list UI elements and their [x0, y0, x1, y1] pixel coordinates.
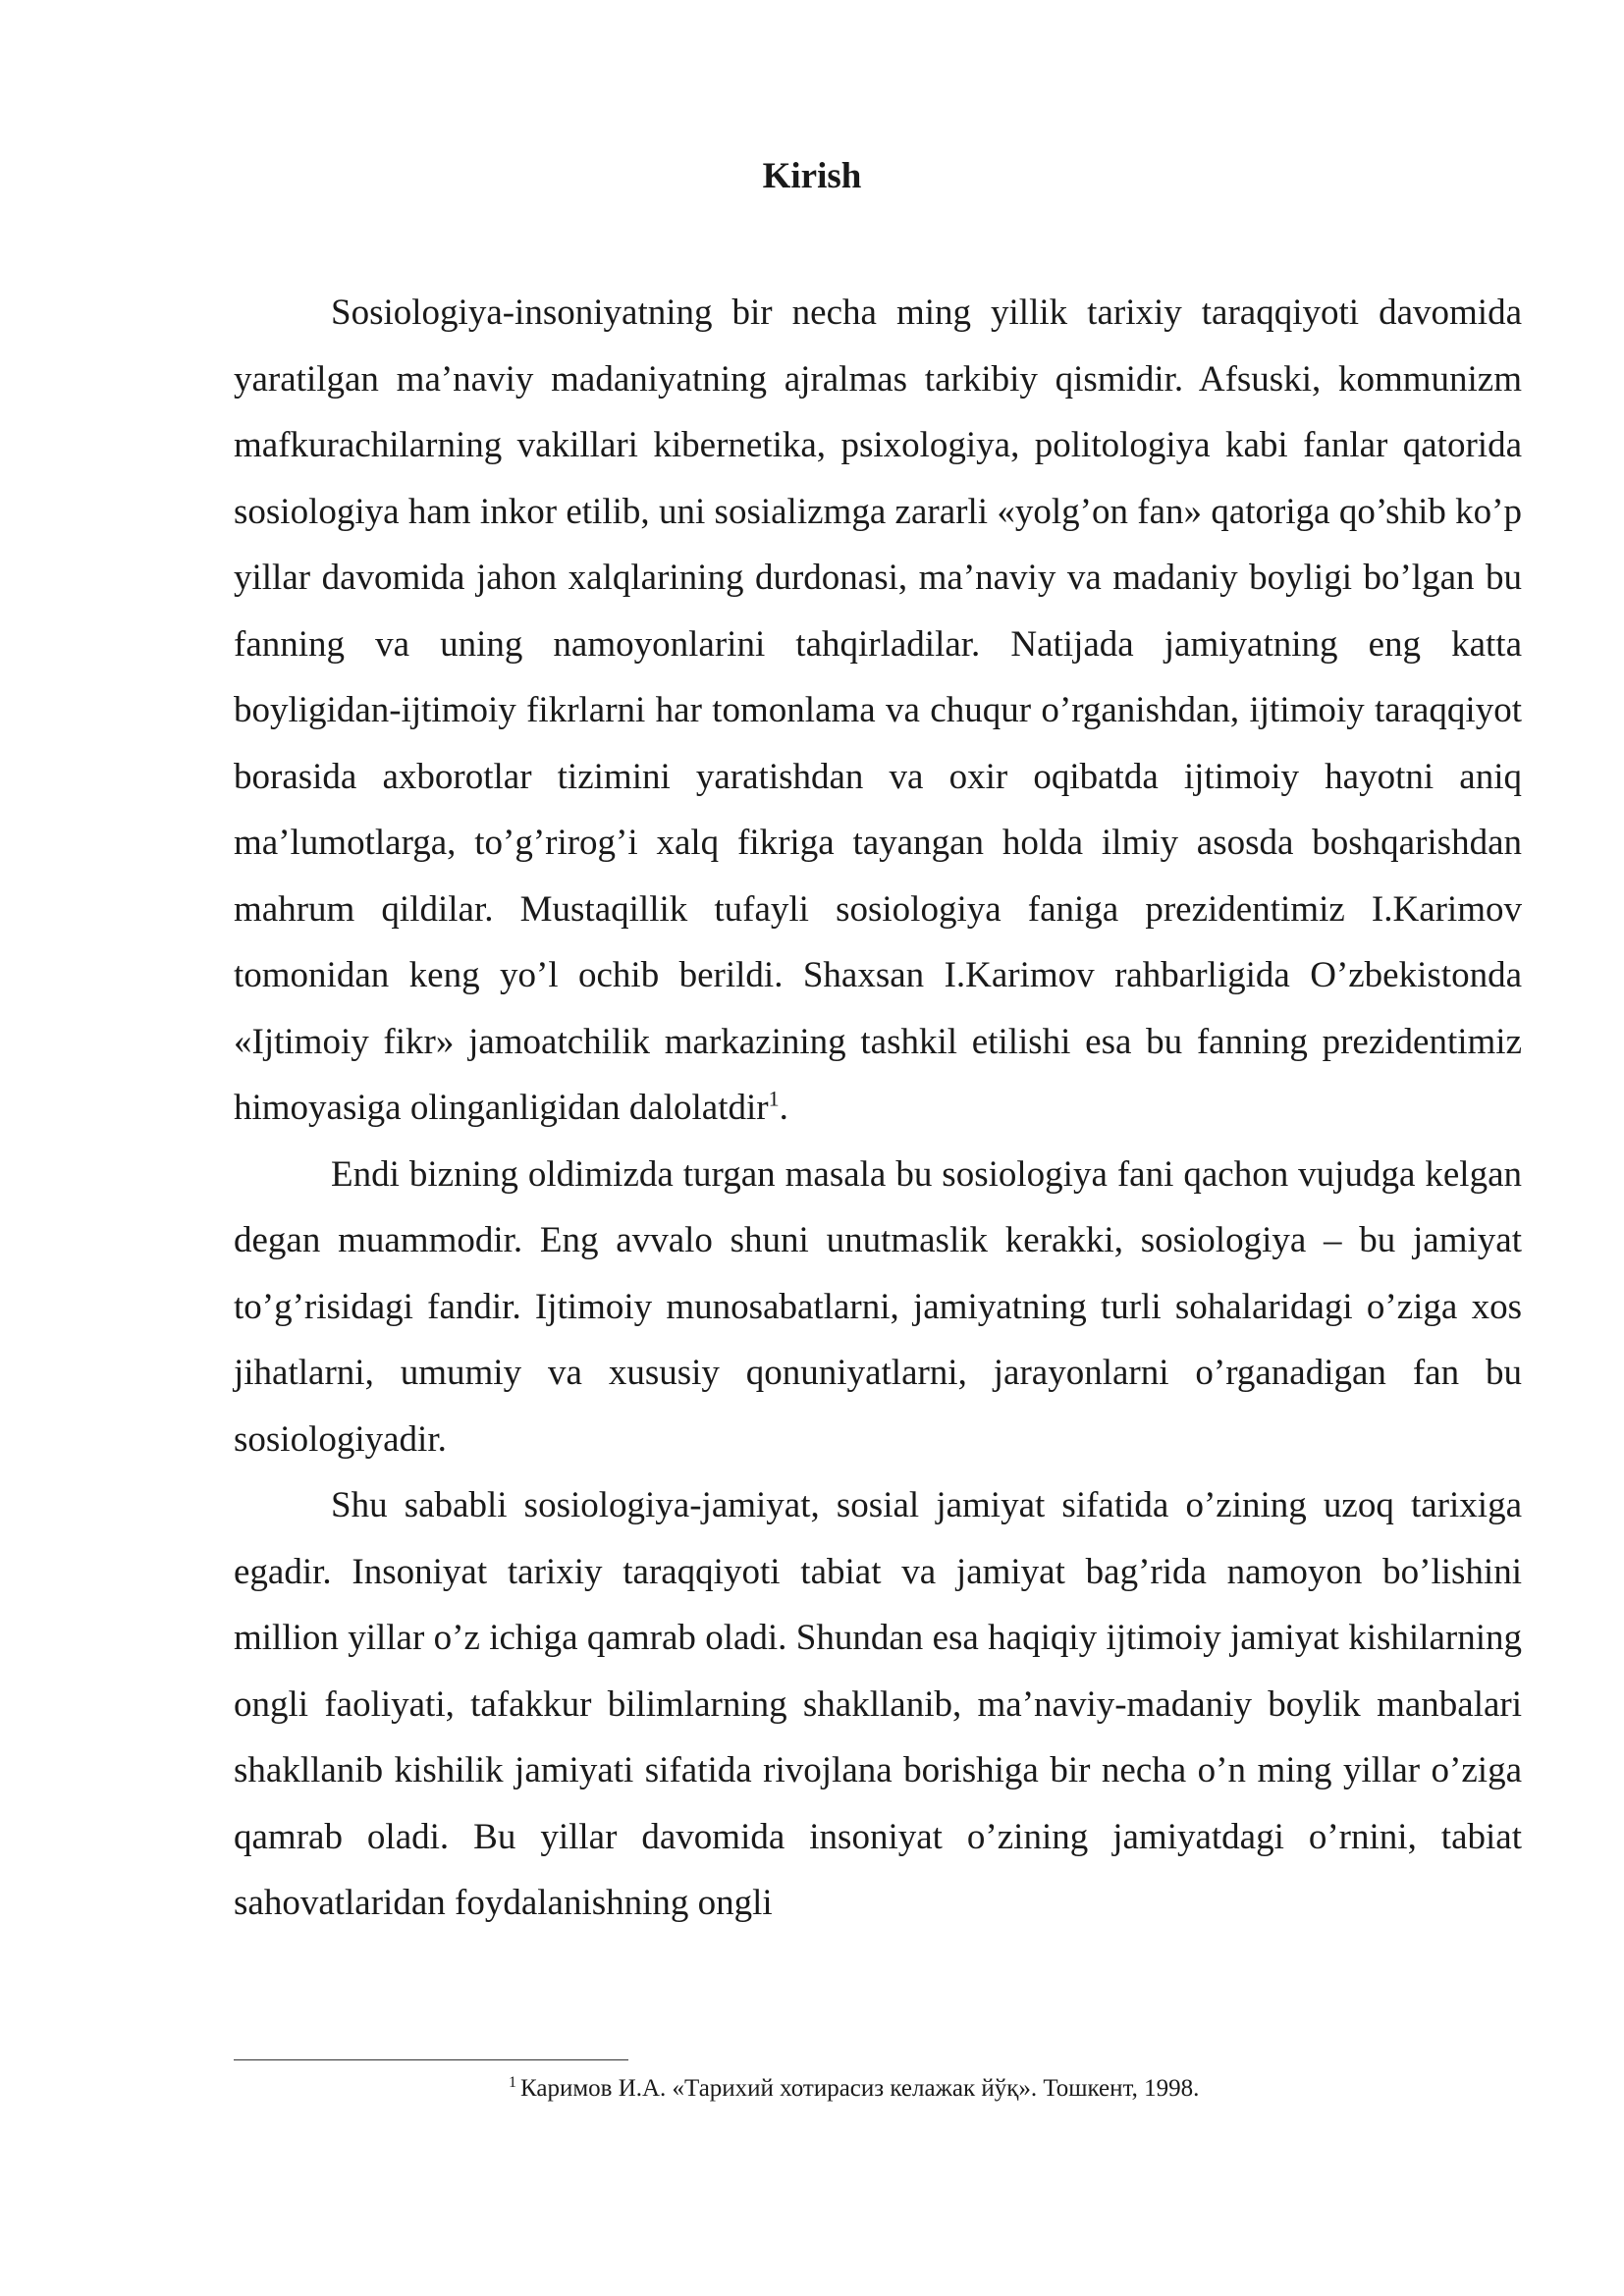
footnote-separator — [234, 2059, 628, 2060]
paragraph-1 — [234, 280, 1522, 1142]
footnote-number: 1 — [509, 2073, 516, 2091]
paragraph-3: Shu sababli sosiologiya-jamiyat, sosial jamiyat sifatida o’zining uzoq tarixiga egadir. Insoniyat tarixiy taraqqiyoti tabiat va jamiyat bag’rida namoyon bo’lishini million yillar o’z ichiga qamrab oladi. Shundan esa haqiqiy ijtimoiy jamiyat kishilarning ongli faoliyati, tafakkur bilimlarning shakllanib, ma’naviy-madaniy boylik manbalari shakllanib kishilik jamiyati sifatida rivojlana borishiga bir necha o’n ming yillar o’ziga qamrab oladi. Bu yillar davomida insoniyat o’zining jamiyatdagi o’rnini, tabiat sahovatlaridan foydalanishning ongli — [234, 1485, 1522, 1923]
page-title: Kirish — [762, 156, 862, 196]
paragraph-2: Endi bizning oldimizda turgan masala bu sosiologiya fani qachon vujudga kelgan degan muammodir. Eng avvalo shuni unutmaslik kerakki, sosiologiya – bu jamiyat to’g’risidagi fandir. Ijtimoiy munosabatlarni, jamiyatning turli sohalaridagi o’ziga xos jihatlarni, umumiy va xususiy qonuniyatlarni, jarayonlarni o’rganadigan fan bu sosiologiyadir. — [234, 1153, 1522, 1460]
paragraph-1-text: Sosiologiya-insoniyatning bir necha ming yillik tarixiy taraqqiyoti davomida yaratilgan ma’naviy madaniyatning ajralmas tarkibiy qismidir. Afsuski, kommunizm mafkurachilarning vakillari kibernetika, psixologiya, politologiya kabi fanlar qatorida sosiologiya ham inkor etilib, uni sosializmga zararli «yolg’on fan» qatoriga qo’shib ko’p yillar davomida jahon xalqlarining durdonasi, ma’naviy va madaniy boyligi bo’lgan bu fanning va uning namoyonlarini tahqirladilar. Natijada jamiyatning eng katta boyligidan-ijtimoiy fikrlarni har tomonlama va chuqur o’rganishdan, ijtimoiy taraqqiyot borasida axborotlar tizimini yaratishdan va oxir oqibatda ijtimoiy hayotni aniq ma’lumotlarga, to’g’rirog’i xalq fikriga tayangan holda ilmiy asosda boshqarishdan mahrum qildilar. Mustaqillik tufayli sosiologiya faniga prezidentimiz I.Karimov tomonidan keng yo’l ochib berildi. Shaxsan I.Karimov rahbarligida O’zbekistonda «Ijtimoiy fikr» jamoatchilik markazining tashkil etilishi esa bu fanning prezidentimiz himoyasiga olinganligidan dalolatdir — [234, 293, 1522, 1128]
footnote — [509, 2071, 1589, 2107]
body-text — [234, 280, 1522, 1937]
paragraph-1-end: . — [779, 1088, 788, 1128]
footnote-reference[interactable]: 1 — [768, 1086, 780, 1111]
footnote-text: Каримов И.А. «Тарихий хотирасиз келажак йўқ». Тошкент, 1998. — [520, 2075, 1200, 2102]
